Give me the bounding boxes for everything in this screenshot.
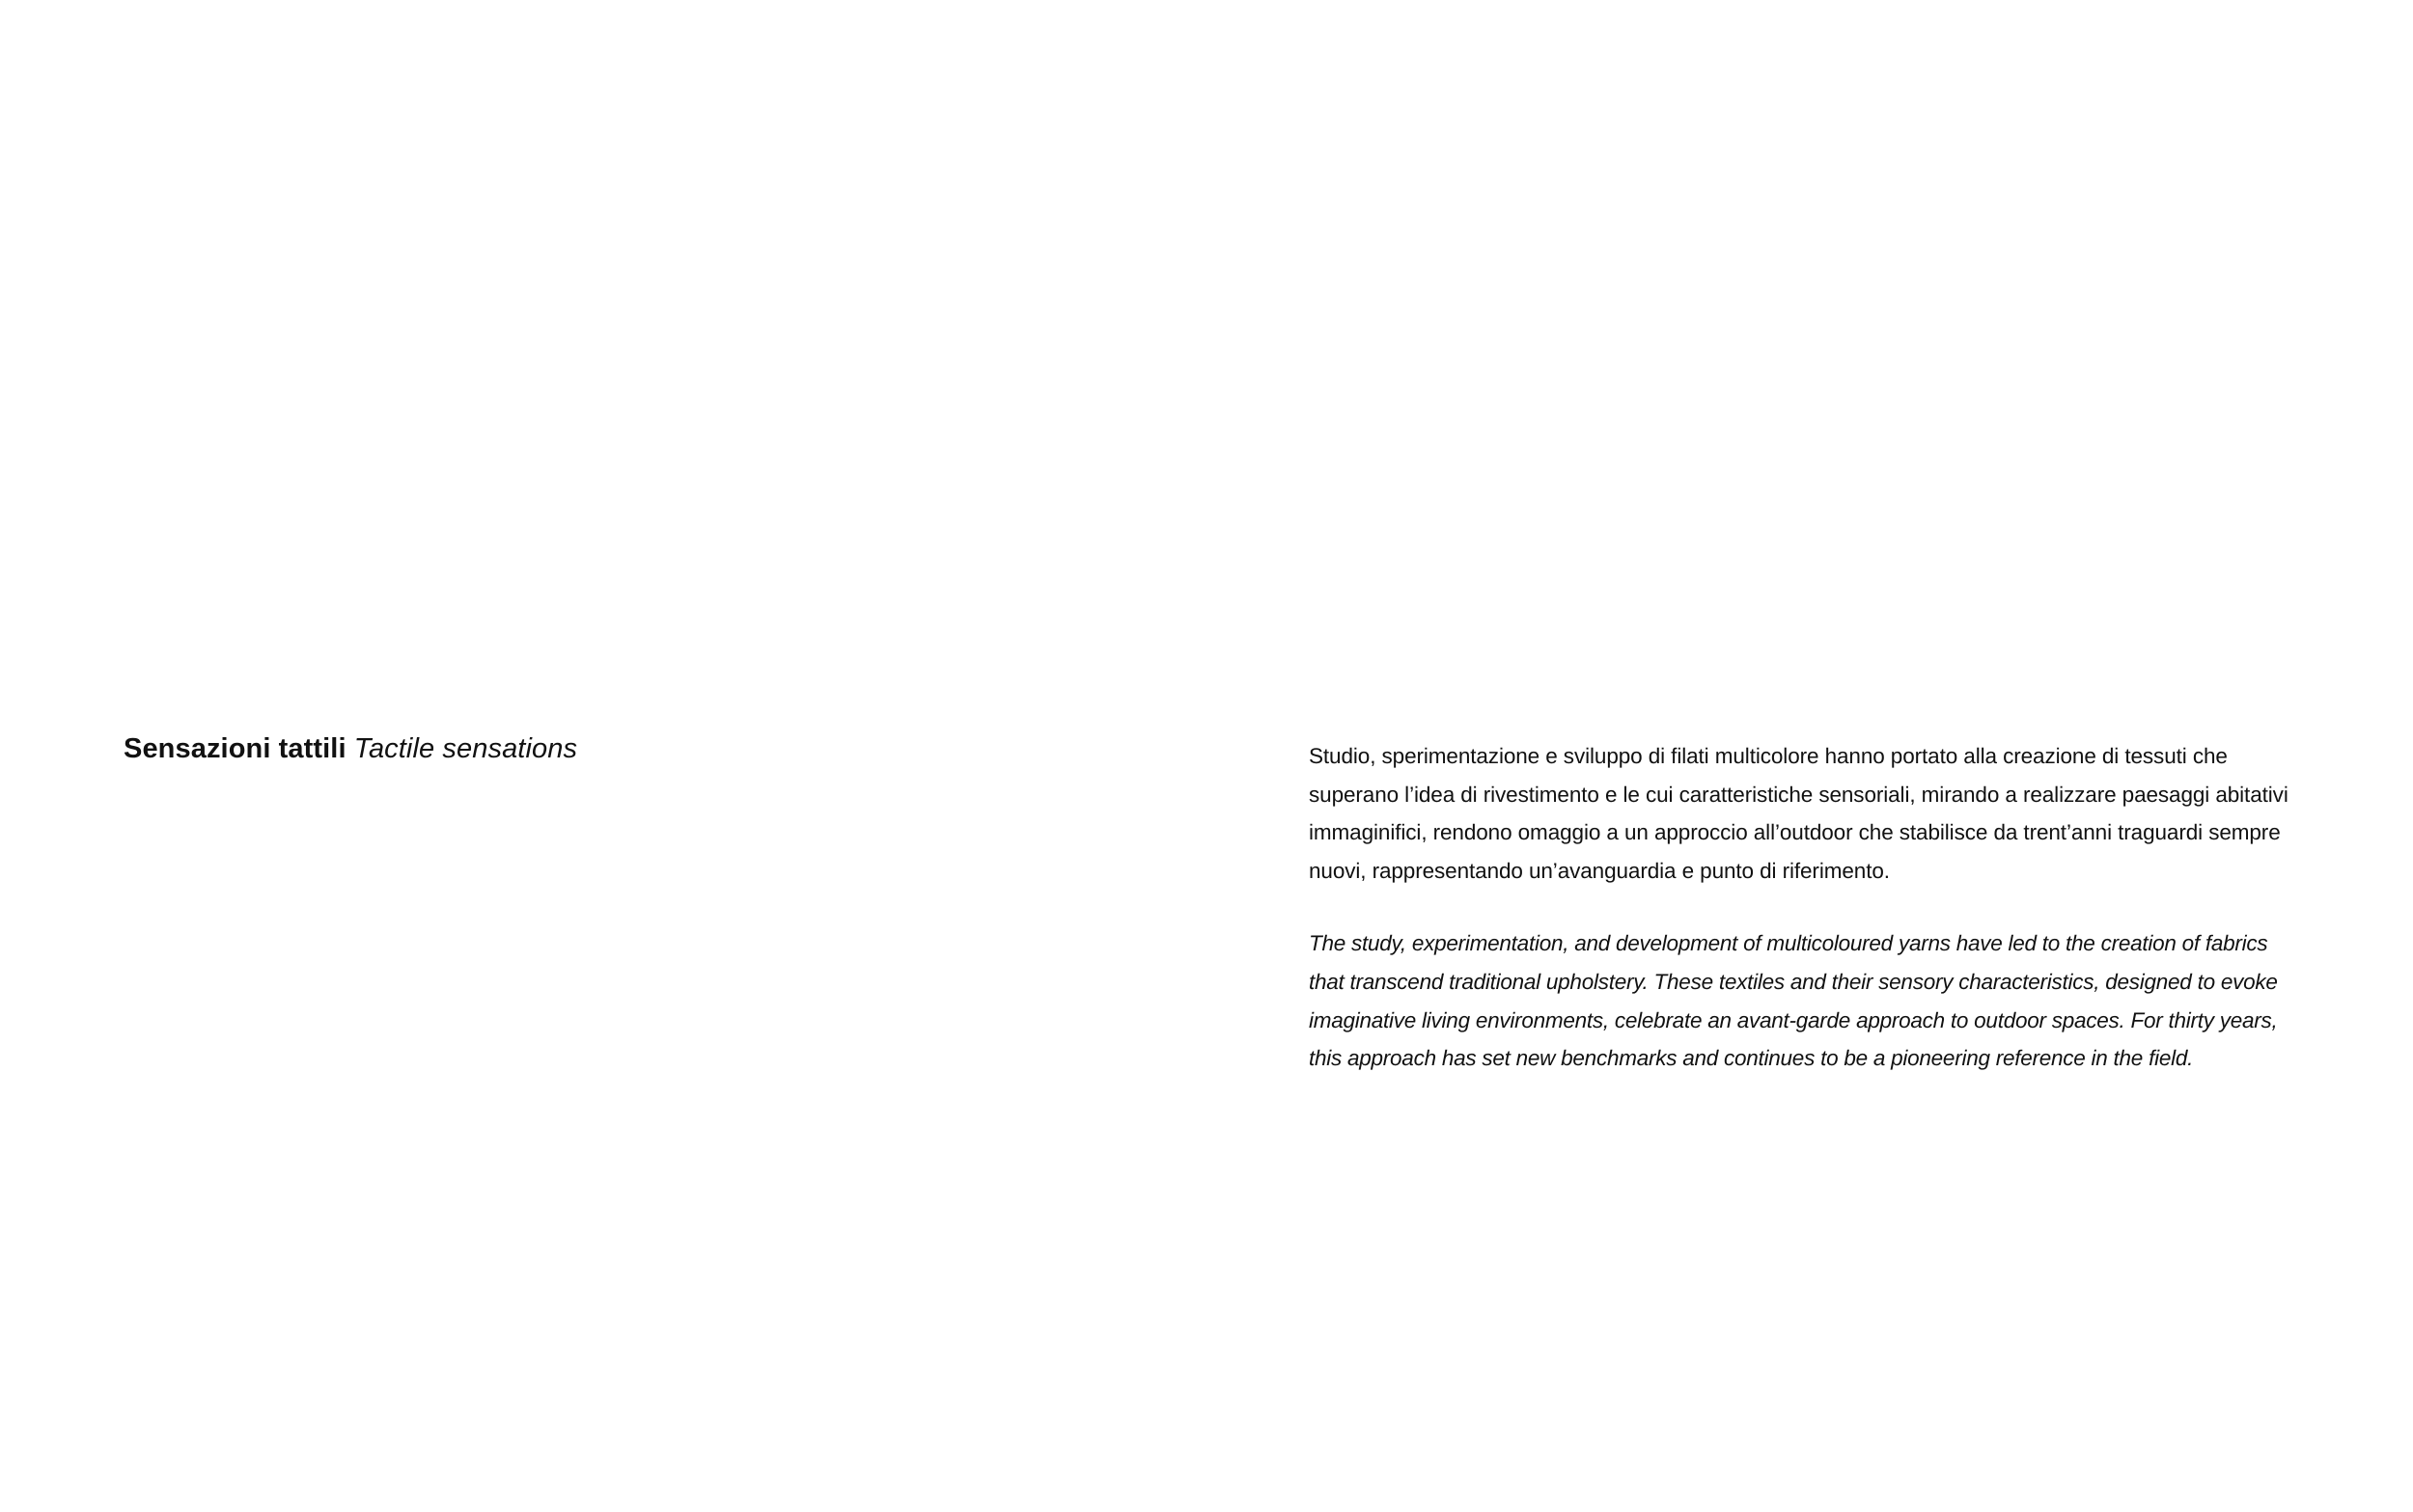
heading-italian: Sensazioni tattili [124,733,347,764]
italian-paragraph: Studio, sperimentazione e sviluppo di filati multicolore hanno portato alla creazione di tessuti che superano l’idea di rivestimento e le cui caratteristiche sensoriali, mirando a realizzare paesaggi abitativi immaginifici, rendono omaggio a un approccio all’outdoor che stabilisce da trent’anni traguardi sempre nuovi, rappresentando un’avanguardia e punto di riferimento. [1309,744,2288,883]
section-heading [124,729,577,768]
english-paragraph: The study, experimentation, and development of multicoloured yarns have led to the creation of fabrics that transcend traditional upholstery. These textiles and their sensory characteristics, designed to evoke imaginative living environments, celebrate an avant-garde approach to outdoor spaces. For thirty years, this approach has set new benchmarks and continues to be a pioneering reference in the field. [1309,931,2278,1071]
body-text-column [1309,737,2303,1078]
heading-english: Tactile sensations [353,733,578,764]
